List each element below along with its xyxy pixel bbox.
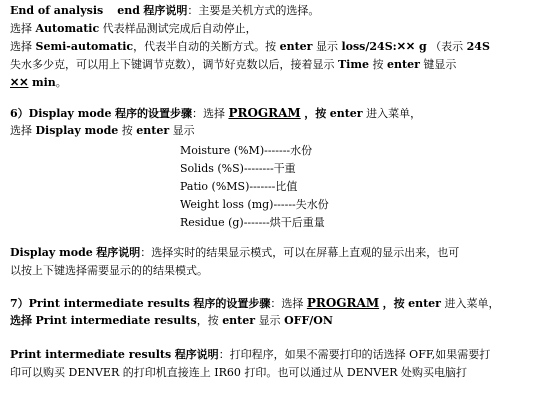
term-time: Time — [338, 58, 370, 71]
term-24s: 24S — [466, 40, 490, 53]
label-program-description: 程序说明 — [174, 348, 219, 361]
text: 代表样品测试完成后自动停止， — [99, 22, 257, 35]
text: ：选择 — [270, 297, 304, 310]
term-automatic: Automatic — [35, 22, 100, 35]
text: 选择 — [10, 124, 32, 137]
text: 。 — [55, 76, 67, 89]
text: ，代表半自动的关断方式。按 — [133, 40, 277, 53]
end-of-analysis-line-2 — [10, 22, 257, 36]
display-mode-desc-line-2: 以按上下键选择需要显示的的结果模式。 — [10, 264, 208, 277]
text: 失水多少克，可以用上下键调节克数），调节好克数以后，接着显示 — [10, 58, 335, 71]
text: 按 — [121, 124, 133, 137]
text: ：打印程序，如果不需要打印的话选择 OFF,如果需要打 — [218, 348, 491, 361]
label-program-description: 程序说明 — [96, 246, 141, 259]
display-mode-setup-line-2 — [10, 124, 195, 138]
text: 显示 — [258, 314, 281, 327]
term-min: min — [31, 76, 56, 89]
text: ，按 — [304, 107, 327, 120]
display-mode-setup-line-1 — [10, 106, 421, 120]
term-off-on: OFF/ON — [284, 314, 333, 327]
term-enter: enter — [279, 40, 313, 53]
end-of-analysis-line-3 — [10, 40, 490, 54]
text: 选择 — [10, 22, 32, 35]
mode-item-patio: Patio (%MS)-------比值 — [180, 180, 298, 193]
term-print-intermediate-results: Print intermediate results — [10, 348, 172, 361]
text: 选择 — [10, 314, 32, 327]
text: 进入菜单， — [444, 297, 500, 310]
term-loss-24s: loss/24S:✕✕ g — [341, 40, 427, 53]
text: （表示 — [430, 40, 464, 53]
text: ：主要是关机方式的选择。 — [187, 4, 320, 17]
mode-item-weight-loss: Weight loss (mg)------失水份 — [180, 198, 329, 211]
print-results-setup-line-1 — [10, 296, 499, 310]
term-display-mode: Display mode — [35, 124, 119, 137]
print-results-desc-line-2: 印可以购买 DENVER 的打印机直接连上 IR60 打印。也可以通过从 DENVER 处购买电脑打 — [10, 366, 468, 379]
display-mode-desc-line-1 — [10, 246, 459, 260]
label-setup-steps: 程序的设置步骤 — [114, 107, 192, 120]
mode-item-residue: Residue (g)-------烘干后重量 — [180, 216, 325, 229]
term-end: end — [117, 4, 140, 17]
term-print-intermediate-results: Print intermediate results — [35, 314, 197, 327]
term-xx: ✕✕ — [10, 76, 29, 89]
print-results-desc-line-1 — [10, 348, 490, 362]
text: ，按 — [196, 314, 219, 327]
mode-item-moisture: Moisture (%M)-------水份 — [180, 144, 313, 157]
term-program: PROGRAM — [228, 106, 301, 120]
term-semi-automatic: Semi-automatic — [35, 40, 134, 53]
term-end-of-analysis: End of analysis — [10, 4, 104, 17]
term-enter: enter — [136, 124, 170, 137]
text: 显示 — [172, 124, 195, 137]
term-enter: enter — [408, 297, 441, 310]
term-program: PROGRAM — [306, 296, 380, 310]
label-setup-steps: 程序的设置步骤 — [193, 297, 271, 310]
term-enter: enter — [222, 314, 256, 327]
term-enter: enter — [387, 58, 420, 71]
text: 显示 — [315, 40, 338, 53]
end-of-analysis-line-5 — [10, 76, 67, 90]
text: 按 — [372, 58, 384, 71]
label-program-description: 程序说明 — [143, 4, 188, 17]
text: 键显示 — [423, 58, 457, 71]
text: ，按 — [382, 297, 405, 310]
end-of-analysis-line-4 — [10, 58, 456, 72]
text: 进入菜单， — [366, 107, 422, 120]
term-enter: enter — [329, 107, 363, 120]
text: ：选择实时的结果显示模式，可以在屏幕上直观的显示出来，也可 — [140, 246, 460, 259]
text: ：选择 — [191, 107, 225, 120]
print-results-setup-line-2 — [10, 314, 333, 328]
heading-print-intermediate-results: 7）Print intermediate results — [10, 297, 190, 310]
text: 选择 — [10, 40, 32, 53]
mode-item-solids: Solids (%S)--------干重 — [180, 162, 296, 175]
end-of-analysis-line-1 — [10, 4, 319, 18]
heading-display-mode: 6）Display mode — [10, 107, 112, 120]
term-display-mode: Display mode — [10, 246, 93, 259]
